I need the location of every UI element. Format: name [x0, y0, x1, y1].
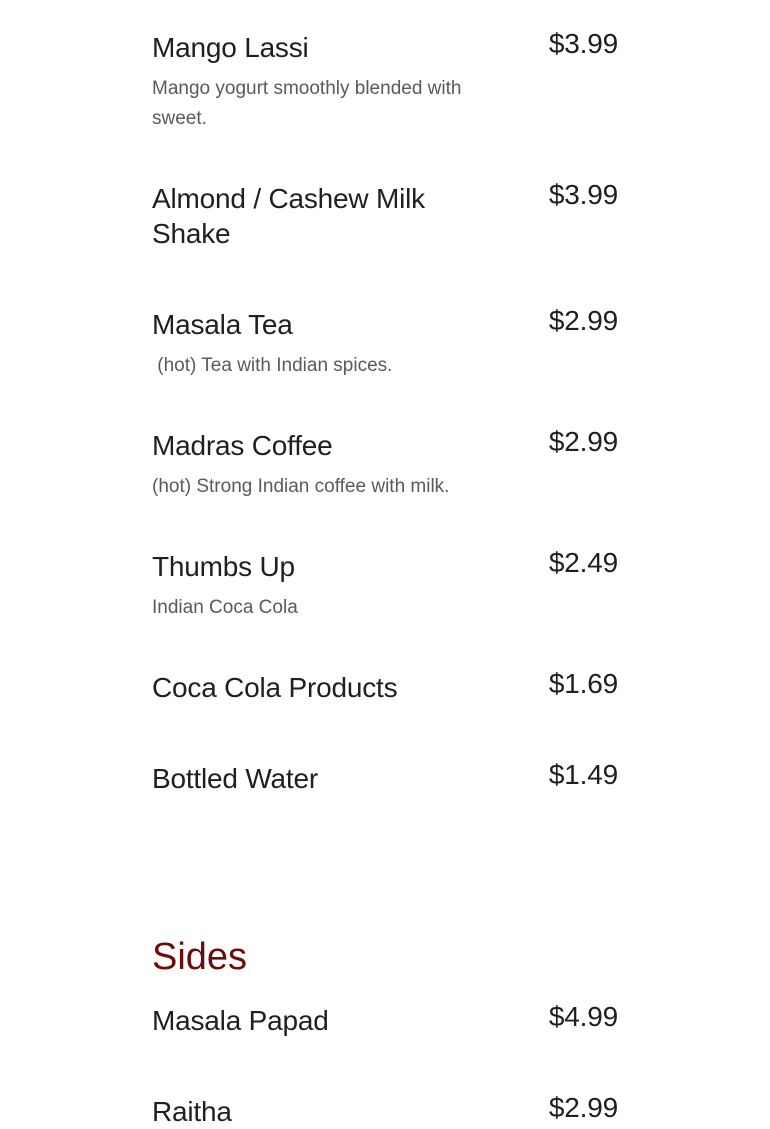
- menu-item-name: Coca Cola Products: [152, 672, 398, 703]
- menu-item-description: (hot) Strong Indian coffee with milk.: [152, 476, 450, 497]
- menu-item-price: $2.99: [548, 1092, 618, 1123]
- menu-item-price: $1.49: [548, 759, 618, 790]
- menu-item-name: Bottled Water: [152, 763, 318, 794]
- menu-item-price: $3.99: [548, 28, 618, 59]
- menu-item-price: $3.99: [548, 179, 618, 210]
- menu-item-description: Mango yogurt smoothly blended with sweet.: [152, 78, 462, 129]
- menu-item-description: (hot) Tea with Indian spices.: [152, 355, 393, 376]
- menu-item-price: $4.99: [548, 1001, 618, 1032]
- menu-item-name: Masala Papad: [152, 1005, 329, 1036]
- section-title-sides: Sides: [152, 936, 248, 978]
- menu-item-name: Raitha: [152, 1096, 232, 1127]
- menu-item-price: $2.99: [548, 305, 618, 336]
- menu-item-name: Almond / Cashew Milk Shake: [152, 183, 425, 249]
- menu-item-price: $2.49: [548, 547, 618, 578]
- menu-item-name: Thumbs Up: [152, 551, 295, 582]
- menu-item-name: Masala Tea: [152, 309, 293, 340]
- menu-item-name: Mango Lassi: [152, 32, 309, 63]
- menu-item-price: $2.99: [548, 426, 618, 457]
- menu-item-name: Madras Coffee: [152, 430, 333, 461]
- menu-item-description: Indian Coca Cola: [152, 597, 298, 618]
- menu-item-price: $1.69: [548, 668, 618, 699]
